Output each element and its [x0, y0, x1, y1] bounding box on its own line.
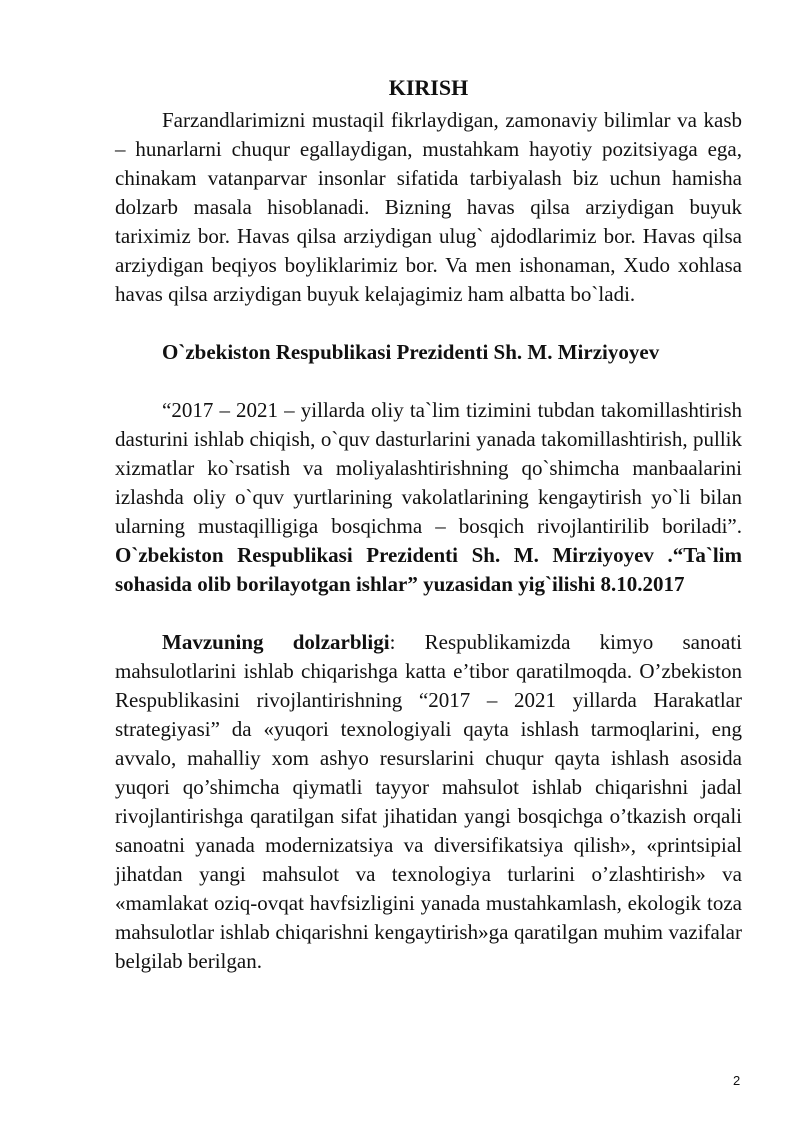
- spacer: [115, 309, 742, 338]
- page-number: 2: [733, 1073, 741, 1088]
- spacer: [115, 367, 742, 396]
- intro-paragraph: Farzandlarimizni mustaqil fikrlaydigan, zamonaviy bilimlar va kasb – hunarlarni chuqur egallaydigan, mustahkam hayotiy pozitsiyaga ega, chinakam vatanparvar insonlar sifatida tarbiyalash biz uchun hamisha dolzarb masala hisoblanadi. Bizning havas qilsa arziydigan buyuk tariximiz bor. Havas qilsa arziydigan ulug` ajdodlarimiz bor. Havas qilsa arziydigan beqiyos boyliklarimiz bor. Va men ishonaman, Xudo xohlasa havas qilsa arziydigan buyuk kelajagimiz ham albatta bo`ladi.: [115, 108, 742, 306]
- page-title: KIRISH: [388, 75, 469, 100]
- document-page: [115, 70, 742, 976]
- relevance-paragraph: [115, 628, 742, 976]
- relevance-text: Respublikamizda kimyo sanoati mahsulotlarini ishlab chiqarishga katta e’tibor qaratilmoqda. O’zbekiston Respublikasini rivojlantirishning “2017 – 2021 yillarda Harakatlar strategiyasi” da «yuqori texnologiyali qayta ishlash tarmoqlarini, eng avvalo, mahalliy xom ashyo resurslarini chuqur qayta ishlash asosida yuqori qo’shimcha qiymatli tayyor mahsulot ishlab chiqarishni jadal rivojlantirishga qaratilgan sifat jihatidan yangi bosqichga o’tkazish orqali sanoatni yanada modernizatsiya va diversifikatsiya qilish», «printsipial jihatdan yangi mahsulot va texnologiya turlarini o’zlashtirish» va «mamlakat oziq-ovqat havfsizligini yanada mustahkamlash, ekologik toza mahsulotlar ishlab chiqarishni kengaytirish»ga qaratilgan muhim vazifalar belgilab berilgan.: [115, 630, 742, 973]
- quote-text: “2017 – 2021 – yillarda oliy ta`lim tizimini tubdan takomillashtirish dasturini ishlab chiqish, o`quv dasturlarini yanada takomillashtirish, pullik xizmatlar ko`rsatish va moliyalashtirishning qo`shimcha manbaalarini izlashda oliy o`quv yurtlarining vakolatlarining kengaytirish yo`li bilan ularning mustaqilligiga bosqichma – bosqich rivojlantirilib boriladi”.: [115, 398, 742, 538]
- intro-attribution: O`zbekiston Respublikasi Prezidenti Sh. M. Mirziyoyev: [162, 340, 660, 364]
- quote-source: O`zbekiston Respublikasi Prezidenti Sh. M. Mirziyoyev .“Ta`lim sohasida olib borilayotgan ishlar” yuzasidan yig`ilishi 8.10.2017: [115, 543, 742, 596]
- quote-paragraph: [115, 396, 742, 599]
- spacer: [115, 599, 742, 628]
- relevance-label: Mavzuning dolzarbligi: [162, 630, 390, 654]
- relevance-colon: :: [389, 630, 396, 654]
